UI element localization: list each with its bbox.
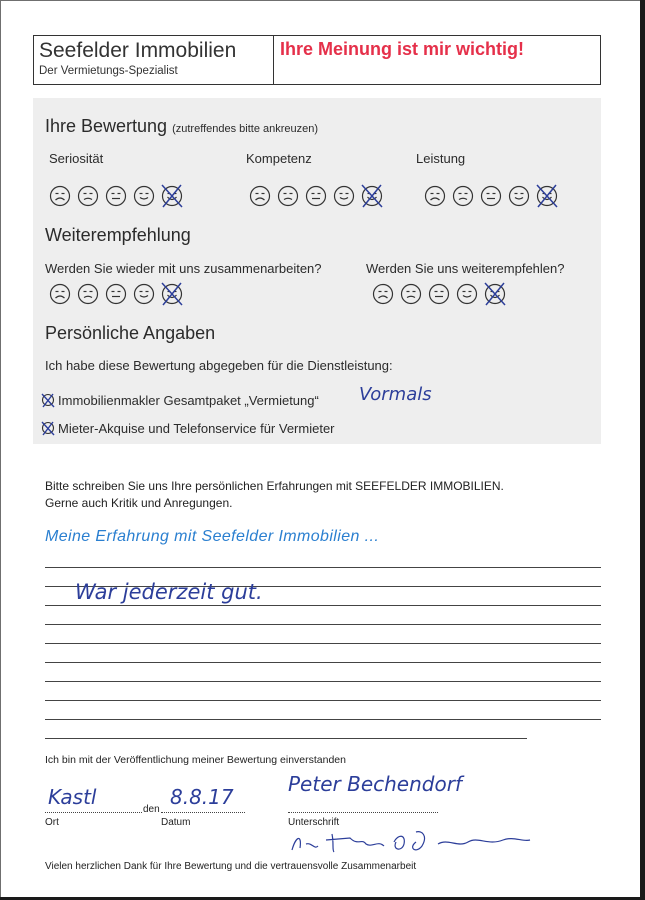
service-option-2-label: Mieter-Akquise und Telefonservice für Vermieter [58,420,335,436]
experience-heading: Meine Erfahrung mit Seefelder Immobilien ... [45,528,380,545]
writing-line [45,624,601,625]
question-recommend: Werden Sie uns weiterempfehlen? [366,261,565,276]
happy-face-icon[interactable] [132,282,156,306]
place-line [45,812,142,813]
happy-face-icon[interactable] [455,282,479,306]
neutral-face-icon[interactable] [427,282,451,306]
happy-face-icon[interactable] [507,184,531,208]
very-happy-face-icon[interactable] [160,184,184,208]
slogan: Ihre Meinung ist mir wichtig! [280,39,525,59]
smiley-scale [48,282,184,306]
very-sad-face-icon[interactable] [48,282,72,306]
sad-face-icon[interactable] [451,184,475,208]
rating-title-text: Ihre Bewertung [45,116,168,136]
writing-line [45,681,601,682]
thanks-text: Vielen herzlichen Dank für Ihre Bewertung und die vertrauensvolle Zusammenarbeit [45,861,417,872]
writing-line [45,605,601,606]
selection-cross-mark [162,283,182,305]
selection-cross-mark [362,185,382,207]
handwritten-date: 8.8.17 [170,785,234,809]
writing-line [45,643,601,644]
writing-line [45,567,601,568]
form-header [33,35,601,85]
date-line [161,812,245,813]
sad-face-icon[interactable] [276,184,300,208]
recommendation-title: Weiterempfehlung [45,225,191,245]
smiley-scale [248,184,384,208]
very-happy-face-icon[interactable] [535,184,559,208]
service-option-1[interactable] [40,392,319,408]
sad-face-icon[interactable] [399,282,423,306]
signature-scribble [288,826,538,856]
neutral-face-icon[interactable] [104,184,128,208]
question-collaborate: Werden Sie wieder mit uns zusammenarbeiten? [45,261,322,276]
handwritten-experience: War jederzeit gut. [75,580,263,604]
company-name: Seefelder Immobilien [39,39,237,62]
experience-intro [45,478,504,512]
writing-line [45,738,527,739]
very-happy-face-icon[interactable] [360,184,384,208]
smiley-scale [423,184,559,208]
experience-intro-line2: Gerne auch Kritik und Anregungen. [45,496,233,510]
handwritten-note-vormals: Vormals [359,384,432,405]
company-tagline: Der Vermietungs-Spezialist [39,65,178,77]
personal-title: Persönliche Angaben [45,323,216,343]
very-sad-face-icon[interactable] [371,282,395,306]
rating-title [45,116,318,137]
den-label: den [143,804,160,815]
writing-line [45,719,601,720]
selection-cross-mark [537,185,557,207]
sad-face-icon[interactable] [76,184,100,208]
criterion-label-seriositaet: Seriosität [49,151,104,166]
happy-face-icon[interactable] [332,184,356,208]
happy-face-icon[interactable] [132,184,156,208]
writing-line [45,662,601,663]
checkbox-crossed-icon[interactable] [40,392,56,408]
scan-edge-right [640,0,645,900]
selection-cross-mark [485,283,505,305]
neutral-face-icon[interactable] [104,282,128,306]
checkbox-crossed-icon[interactable] [40,420,56,436]
sad-face-icon[interactable] [76,282,100,306]
very-happy-face-icon[interactable] [483,282,507,306]
handwritten-place: Kastl [48,785,97,809]
service-option-2[interactable] [40,420,335,436]
signature-label: Unterschrift [288,817,340,828]
criterion-label-leistung: Leistung [416,151,466,166]
consent-text: Ich bin mit der Veröffentlichung meiner Bewertung einverstanden [45,754,346,766]
very-happy-face-icon[interactable] [160,282,184,306]
neutral-face-icon[interactable] [304,184,328,208]
smiley-scale [371,282,507,306]
very-sad-face-icon[interactable] [423,184,447,208]
experience-intro-line1: Bitte schreiben Sie uns Ihre persönlichen Erfahrungen mit SEEFELDER IMMOBILIEN. [45,479,504,493]
criterion-label-kompetenz: Kompetenz [246,151,312,166]
place-label: Ort [45,817,59,828]
very-sad-face-icon[interactable] [248,184,272,208]
rating-panel [33,98,601,444]
selection-cross-mark [162,185,182,207]
rating-hint: (zutreffendes bitte ankreuzen) [172,123,319,135]
signature-line [288,812,438,813]
date-label: Datum [161,817,191,828]
neutral-face-icon[interactable] [479,184,503,208]
very-sad-face-icon[interactable] [48,184,72,208]
smiley-scale [48,184,184,208]
handwritten-signature-name: Peter Bechendorf [288,772,462,796]
company-block [34,36,274,84]
service-option-1-label: Immobilienmakler Gesamtpaket „Vermietung“ [58,392,319,408]
writing-line [45,700,601,701]
service-intro: Ich habe diese Bewertung abgegeben für die Dienstleistung: [45,358,393,373]
